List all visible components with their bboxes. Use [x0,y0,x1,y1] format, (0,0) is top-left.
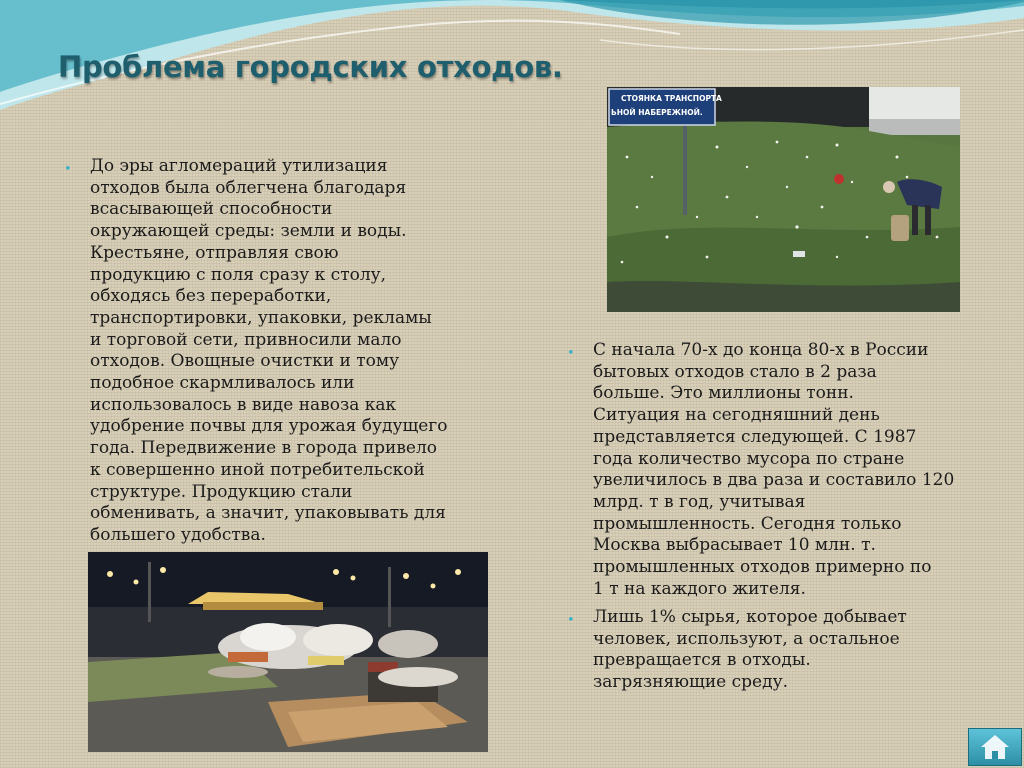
text-line: обменивать, а значит, упаковывать для [90,503,446,524]
text-line: отходов. Овощные очистки и тому [90,351,400,372]
bullet-dot: • [567,613,575,628]
page-title: Проблема городских отходов. [58,50,563,84]
text-line: человек, используют, а остальное [593,628,900,649]
text-line: к совершенно иной потребительской [90,459,425,480]
home-nav-button[interactable] [968,728,1022,766]
text-line: года количество мусора по стране [593,448,905,469]
text-line: превращается в отходы. [593,650,811,671]
text-line: Лишь 1% сырья, которое добывает [593,607,907,627]
bullet-dot: • [567,346,575,361]
sign-text-line-2: ЬНОЙ НАБЕРЕЖНОЙ. [611,108,703,117]
sign-text-line-1: СТОЯНКА ТРАНСПОРТА [621,94,722,103]
text-line: 1 т на каждого жителя. [593,578,806,599]
text-line: подобное скармливалось или [90,373,355,394]
bullet-dot: • [64,162,72,177]
text-line: окружающей среды: земли и воды. [90,221,407,242]
text-line: структуре. Продукцию стали [90,481,353,502]
text-line: промышленность. Сегодня только [593,513,902,534]
bullet-right-statistics [567,340,998,600]
text-line: С начала 70-х до конца 80-х в России [593,340,929,360]
text-line: загрязняющие среду. [593,672,788,693]
bullet-left [64,156,495,547]
text-line: использовалось в виде навоза как [90,394,397,415]
text-line: продукцию с поля сразу к столу, [90,264,387,285]
text-line: промышленных отходов примерно по [593,557,932,578]
text-line: всасывающей способности [90,199,333,220]
text-line: бытовых отходов стало в 2 раза [593,361,877,382]
text-line: и торговой сети, привносили мало [90,329,402,350]
text-line: увеличилось в два раза и составило 120 [593,470,955,491]
text-line: удобрение почвы для урожая будущего [90,416,448,437]
text-line: Москва выбрасывает 10 млн. т. [593,535,876,556]
home-icon [981,735,1009,759]
text-line: обходясь без переработки, [90,286,332,307]
text-line: представляется следующей. С 1987 [593,426,917,447]
text-line: До эры агломераций утилизация [90,156,388,176]
text-line: млрд. т в год, учитывая [593,491,806,512]
text-line: больше. Это миллионы тонн. [593,383,854,404]
text-line: отходов была облегчена благодаря [90,177,407,198]
bullet-right-raw-materials [567,607,998,694]
text-line: большего удобства. [90,524,266,545]
street-trash-photo [88,552,488,752]
text-line: года. Передвижение в города привело [90,438,438,459]
text-line: Ситуация на сегодняшний день [593,405,880,426]
park-litter-photo [607,87,960,312]
text-line: транспортировки, упаковки, рекламы [90,307,432,328]
text-line: Крестьяне, отправляя свою [90,242,339,263]
